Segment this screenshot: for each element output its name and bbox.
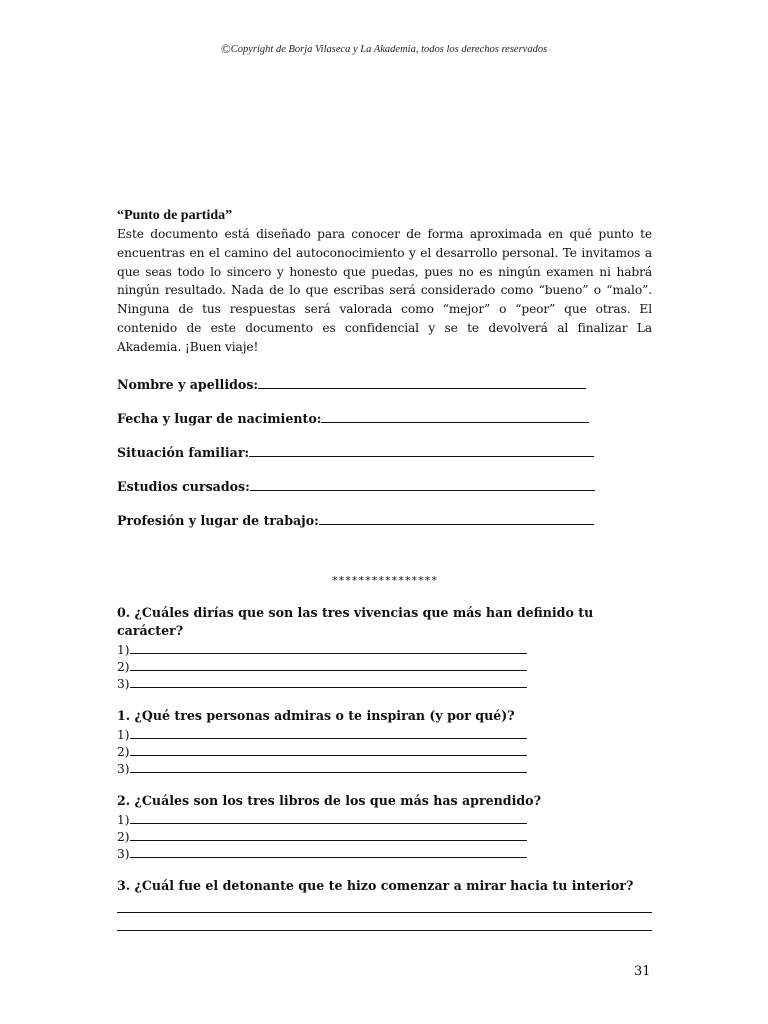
field-label: Fecha y lugar de nacimiento: (117, 410, 322, 426)
answer-line[interactable] (117, 640, 652, 657)
work-input-line[interactable] (319, 524, 594, 525)
field-label: Estudios cursados: (117, 479, 250, 495)
field-name (117, 376, 652, 392)
answer-line[interactable] (117, 657, 652, 674)
field-birth (117, 410, 652, 426)
field-label: Situación familiar: (117, 444, 250, 460)
family-input-line[interactable] (249, 456, 594, 457)
field-label: Nombre y apellidos: (117, 376, 259, 392)
field-studies (117, 478, 652, 494)
answer-number: 2) (117, 745, 130, 760)
question-text: 3. ¿Cuál fue el detonante que te hizo comenzar a mirar hacia tu interior? (117, 878, 634, 894)
answer-number: 3) (117, 762, 130, 777)
name-input-line[interactable] (258, 388, 586, 389)
answer-input-line[interactable] (130, 653, 527, 654)
field-label: Profesión y lugar de trabajo: (117, 513, 319, 529)
question-1 (117, 707, 652, 776)
answer-number: 2) (117, 660, 130, 675)
question-text: 1. ¿Qué tres personas admiras o te inspiran (y por qué)? (117, 708, 515, 724)
question-3 (117, 877, 652, 931)
answer-line[interactable] (117, 827, 652, 844)
studies-input-line[interactable] (250, 490, 595, 491)
answer-number: 1) (117, 643, 130, 658)
answer-input-line[interactable] (117, 913, 652, 931)
page-number: 31 (634, 964, 651, 979)
answer-input-line[interactable] (130, 857, 527, 858)
answer-number: 1) (117, 813, 130, 828)
answer-number: 1) (117, 728, 130, 743)
question-text: 0. ¿Cuáles dirías que son las tres vivencias que más han definido tu carácter? (117, 605, 594, 639)
answer-line[interactable] (117, 810, 652, 827)
answer-number: 3) (117, 847, 130, 862)
answer-number: 2) (117, 830, 130, 845)
answer-input-line[interactable] (130, 755, 527, 756)
answer-line[interactable] (117, 844, 652, 861)
personal-data-fields (117, 376, 652, 529)
field-family (117, 444, 652, 460)
answer-number: 3) (117, 677, 130, 692)
question-2 (117, 792, 652, 861)
answer-line[interactable] (117, 742, 652, 759)
copyright-symbol: © (220, 41, 231, 56)
answer-input-line[interactable] (130, 670, 527, 671)
birth-input-line[interactable] (321, 422, 589, 423)
answer-input-line[interactable] (130, 687, 527, 688)
answer-input-line[interactable] (130, 840, 527, 841)
answer-input-line[interactable] (130, 738, 527, 739)
copyright-text: Copyright de Borja Vilaseca y La Akademia, todos los derechos reservados (230, 44, 548, 55)
answer-line[interactable] (117, 674, 652, 691)
section-separator: **************** (331, 574, 438, 588)
intro-paragraph: Este documento está diseñado para conocer de forma aproximada en qué punto te encuentras en el camino del autoconocimiento y el desarrollo personal. Te invitamos a que seas todo lo sincero y honesto que puedas, pues no es ningún examen ni habrá ningún resultado. Nada de lo que escribas será considerado como “bueno” o “malo”. Ninguna de tus respuestas será valorada como “mejor” o “peor” que otras. El contenido de este documento es confidencial y se te devolverá al finalizar La Akademia. ¡Buen viaje! (117, 227, 652, 354)
answer-line[interactable] (117, 759, 652, 776)
copyright-header (0, 41, 768, 57)
answer-input-line[interactable] (130, 823, 527, 824)
answer-line[interactable] (117, 725, 652, 742)
document-content (117, 207, 652, 931)
section-title: “Punto de partida” (117, 208, 233, 223)
answer-input-line[interactable] (130, 772, 527, 773)
answer-input-line[interactable] (117, 895, 652, 913)
question-0 (117, 604, 652, 691)
question-text: 2. ¿Cuáles son los tres libros de los que más has aprendido? (117, 793, 541, 809)
field-work (117, 512, 652, 528)
